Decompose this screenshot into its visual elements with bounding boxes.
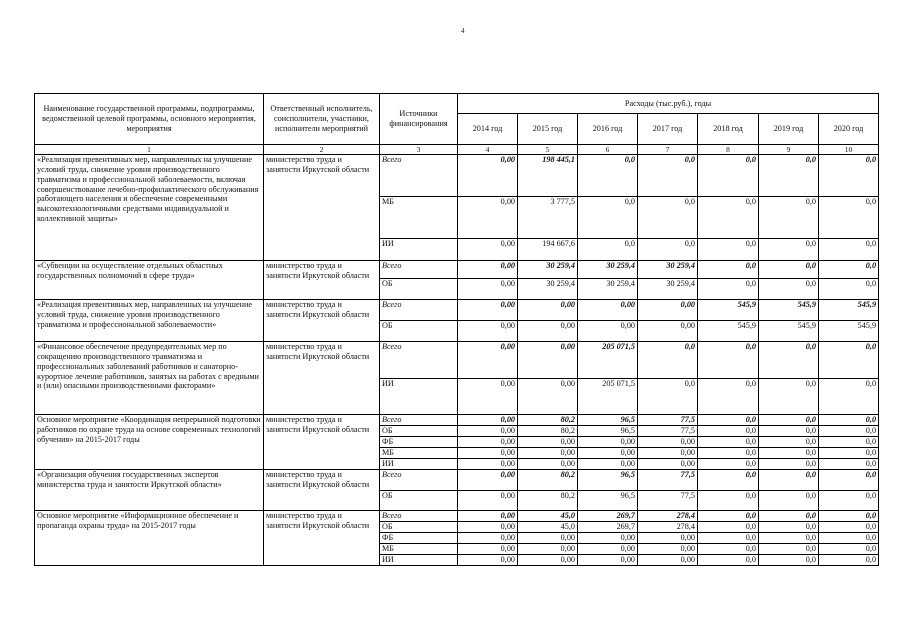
amount-cell: 0,0 (698, 197, 759, 239)
column-number: 8 (698, 145, 759, 155)
funding-source: Всего (380, 415, 458, 426)
amount-cell: 0,0 (638, 155, 698, 197)
funding-source: ИИ (380, 239, 458, 261)
amount-cell: 0,00 (458, 555, 518, 566)
table-row (35, 415, 879, 426)
funding-source: Всего (380, 155, 458, 197)
funding-source: МБ (380, 448, 458, 459)
year-header: 2016 год (578, 114, 638, 145)
amount-cell: 96,5 (578, 415, 638, 426)
year-header: 2020 год (819, 114, 879, 145)
amount-cell: 30 259,4 (518, 261, 578, 279)
amount-cell: 0,0 (759, 379, 819, 415)
table-row (35, 470, 879, 491)
amount-cell: 30 259,4 (578, 261, 638, 279)
amount-cell: 0,00 (578, 437, 638, 448)
amount-cell: 0,0 (759, 415, 819, 426)
amount-cell: 0,00 (638, 321, 698, 342)
amount-cell: 45,0 (518, 511, 578, 522)
amount-cell: 0,0 (819, 197, 879, 239)
amount-cell: 80,2 (518, 491, 578, 511)
program-name: «Реализация превентивных мер, направленных на улучшение условий труда, снижение уровня производственного травматизма и профессиональной заболеваемости, включая совершенствование лечебно-профилактического обслуживания работающего населения и обеспечение современными высокотехнологичными средствами индивидуальной и коллективной защиты» (35, 155, 264, 261)
funding-source: Всего (380, 300, 458, 321)
amount-cell: 0,0 (819, 533, 879, 544)
amount-cell: 0,0 (819, 379, 879, 415)
amount-cell: 30 259,4 (518, 279, 578, 300)
program-name: «Организация обучения государственных экспертов министерства труда и занятости Иркутской области» (35, 470, 264, 511)
column-number: 5 (518, 145, 578, 155)
amount-cell: 0,00 (458, 470, 518, 491)
amount-cell: 0,00 (458, 544, 518, 555)
amount-cell: 0,0 (759, 511, 819, 522)
amount-cell: 77,5 (638, 491, 698, 511)
amount-cell: 0,0 (698, 533, 759, 544)
amount-cell: 0,00 (638, 300, 698, 321)
funding-source: МБ (380, 544, 458, 555)
program-name: «Реализация превентивных мер, направленных на улучшение условий труда, снижение уровня производственного травматизма и профессиональной заболеваемости» (35, 300, 264, 342)
column-number: 7 (638, 145, 698, 155)
amount-cell: 0,00 (458, 437, 518, 448)
amount-cell: 0,0 (759, 459, 819, 470)
amount-cell: 0,0 (698, 437, 759, 448)
year-header: 2015 год (518, 114, 578, 145)
amount-cell: 0,0 (759, 555, 819, 566)
column-number: 9 (759, 145, 819, 155)
funding-source: ОБ (380, 522, 458, 533)
amount-cell: 545,9 (698, 300, 759, 321)
amount-cell: 0,0 (819, 555, 879, 566)
amount-cell: 0,0 (698, 555, 759, 566)
table-row (35, 300, 879, 321)
amount-cell: 80,2 (518, 415, 578, 426)
amount-cell: 0,0 (759, 437, 819, 448)
amount-cell: 0,0 (759, 533, 819, 544)
amount-cell: 0,0 (819, 279, 879, 300)
amount-cell: 0,0 (819, 491, 879, 511)
amount-cell: 0,00 (578, 448, 638, 459)
amount-cell: 0,0 (578, 239, 638, 261)
amount-cell: 0,00 (458, 379, 518, 415)
funding-source: ФБ (380, 437, 458, 448)
amount-cell: 0,00 (458, 321, 518, 342)
amount-cell: 0,00 (518, 533, 578, 544)
amount-cell: 0,0 (819, 426, 879, 437)
responsible-executor: министерство труда и занятости Иркутской области (264, 470, 380, 511)
amount-cell: 0,0 (819, 437, 879, 448)
amount-cell: 198 445,1 (518, 155, 578, 197)
program-name: Основное мероприятие «Информационное обеспечение и пропаганда охраны труда» на 2015-2017 годы (35, 511, 264, 566)
funding-source: ОБ (380, 279, 458, 300)
page-number: 4 (461, 27, 465, 35)
funding-source: ИИ (380, 555, 458, 566)
amount-cell: 0,0 (759, 470, 819, 491)
amount-cell: 269,7 (578, 511, 638, 522)
amount-cell: 0,00 (638, 437, 698, 448)
amount-cell: 0,00 (638, 533, 698, 544)
amount-cell: 0,0 (819, 342, 879, 379)
amount-cell: 545,9 (819, 321, 879, 342)
amount-cell: 0,00 (458, 459, 518, 470)
amount-cell: 0,0 (638, 342, 698, 379)
amount-cell: 77,5 (638, 470, 698, 491)
amount-cell: 0,0 (698, 470, 759, 491)
funding-source: Всего (380, 511, 458, 522)
program-name: «Субвенции на осуществление отдельных областных государственных полномочий в сфере труда» (35, 261, 264, 300)
amount-cell: 0,00 (578, 321, 638, 342)
amount-cell: 0,0 (638, 197, 698, 239)
amount-cell: 0,00 (458, 522, 518, 533)
amount-cell: 0,0 (819, 470, 879, 491)
amount-cell: 0,0 (819, 415, 879, 426)
expenses-table (34, 93, 879, 566)
year-header: 2018 год (698, 114, 759, 145)
amount-cell: 77,5 (638, 415, 698, 426)
amount-cell: 0,0 (698, 239, 759, 261)
amount-cell: 0,0 (698, 342, 759, 379)
amount-cell: 0,0 (698, 511, 759, 522)
col-header-responsible: Ответственный исполнитель, соисполнители, участники, исполнители мероприятий (264, 94, 380, 145)
responsible-executor: министерство труда и занятости Иркутской области (264, 261, 380, 300)
amount-cell: 278,4 (638, 522, 698, 533)
amount-cell: 0,0 (759, 544, 819, 555)
program-name: Основное мероприятие «Координация непрерывной подготовки работников по охране труда на основе современных технологий обучения» на 2015-2017 годы (35, 415, 264, 470)
funding-source: ОБ (380, 426, 458, 437)
amount-cell: 0,0 (759, 426, 819, 437)
col-header-name: Наименование государственной программы, подпрограммы, ведомственной целевой программы, основного мероприятия, мероприятия (35, 94, 264, 145)
amount-cell: 80,2 (518, 470, 578, 491)
amount-cell: 0,0 (819, 511, 879, 522)
column-number-row (35, 145, 879, 155)
responsible-executor: министерство труда и занятости Иркутской области (264, 415, 380, 470)
amount-cell: 269,7 (578, 522, 638, 533)
amount-cell: 0,0 (819, 155, 879, 197)
amount-cell: 0,0 (698, 155, 759, 197)
responsible-executor: министерство труда и занятости Иркутской области (264, 511, 380, 566)
funding-source: ИИ (380, 459, 458, 470)
amount-cell: 0,00 (578, 300, 638, 321)
responsible-executor: министерство труда и занятости Иркутской области (264, 342, 380, 415)
column-number: 3 (380, 145, 458, 155)
amount-cell: 0,00 (518, 342, 578, 379)
amount-cell: 0,00 (458, 511, 518, 522)
amount-cell: 0,00 (518, 321, 578, 342)
amount-cell: 0,00 (578, 555, 638, 566)
amount-cell: 0,00 (518, 555, 578, 566)
amount-cell: 278,4 (638, 511, 698, 522)
amount-cell: 3 777,5 (518, 197, 578, 239)
responsible-executor: министерство труда и занятости Иркутской области (264, 300, 380, 342)
column-number: 6 (578, 145, 638, 155)
amount-cell: 96,5 (578, 470, 638, 491)
amount-cell: 0,0 (698, 448, 759, 459)
responsible-executor: министерство труда и занятости Иркутской области (264, 155, 380, 261)
amount-cell: 0,0 (578, 197, 638, 239)
amount-cell: 0,0 (638, 239, 698, 261)
col-header-expenses: Расходы (тыс.руб.), годы (458, 94, 879, 114)
amount-cell: 0,00 (638, 448, 698, 459)
amount-cell: 0,00 (458, 533, 518, 544)
column-number: 1 (35, 145, 264, 155)
column-number: 4 (458, 145, 518, 155)
amount-cell: 0,0 (698, 261, 759, 279)
table-row (35, 511, 879, 522)
amount-cell: 80,2 (518, 426, 578, 437)
funding-source: ФБ (380, 533, 458, 544)
amount-cell: 0,0 (819, 459, 879, 470)
amount-cell: 0,00 (638, 459, 698, 470)
amount-cell: 0,0 (759, 279, 819, 300)
amount-cell: 0,0 (638, 379, 698, 415)
amount-cell: 0,00 (458, 155, 518, 197)
amount-cell: 30 259,4 (638, 279, 698, 300)
amount-cell: 30 259,4 (638, 261, 698, 279)
amount-cell: 0,00 (518, 459, 578, 470)
program-name: «Финансовое обеспечение предупредительных мер по сокращению производственного травматизма и профессиональных заболеваний работников и санаторно-курортное лечение работников, занятых на работах с вредными и (или) опасными производственными факторами» (35, 342, 264, 415)
amount-cell: 205 071,5 (578, 379, 638, 415)
amount-cell: 0,0 (698, 544, 759, 555)
column-number: 10 (819, 145, 879, 155)
amount-cell: 0,0 (698, 459, 759, 470)
amount-cell: 0,00 (458, 300, 518, 321)
amount-cell: 0,00 (458, 197, 518, 239)
amount-cell: 0,0 (698, 426, 759, 437)
amount-cell: 0,0 (759, 491, 819, 511)
amount-cell: 0,00 (518, 379, 578, 415)
amount-cell: 205 071,5 (578, 342, 638, 379)
amount-cell: 0,00 (458, 491, 518, 511)
funding-source: Всего (380, 342, 458, 379)
amount-cell: 545,9 (759, 321, 819, 342)
amount-cell: 0,00 (458, 342, 518, 379)
amount-cell: 77,5 (638, 426, 698, 437)
funding-source: ИИ (380, 379, 458, 415)
table-row (35, 342, 879, 379)
amount-cell: 0,0 (819, 261, 879, 279)
amount-cell: 0,0 (759, 448, 819, 459)
amount-cell: 0,00 (518, 544, 578, 555)
amount-cell: 0,0 (759, 239, 819, 261)
amount-cell: 0,0 (819, 239, 879, 261)
amount-cell: 0,0 (698, 379, 759, 415)
amount-cell: 0,00 (458, 279, 518, 300)
amount-cell: 0,0 (698, 415, 759, 426)
amount-cell: 0,00 (458, 426, 518, 437)
amount-cell: 30 259,4 (578, 279, 638, 300)
amount-cell: 545,9 (759, 300, 819, 321)
column-number: 2 (264, 145, 380, 155)
amount-cell: 0,0 (698, 522, 759, 533)
amount-cell: 0,00 (518, 448, 578, 459)
funding-source: Всего (380, 470, 458, 491)
amount-cell: 0,0 (759, 522, 819, 533)
amount-cell: 0,00 (458, 239, 518, 261)
amount-cell: 0,00 (458, 415, 518, 426)
amount-cell: 0,0 (698, 491, 759, 511)
amount-cell: 0,00 (638, 555, 698, 566)
amount-cell: 0,0 (759, 261, 819, 279)
year-header: 2014 год (458, 114, 518, 145)
amount-cell: 0,00 (578, 533, 638, 544)
amount-cell: 96,5 (578, 491, 638, 511)
amount-cell: 0,00 (518, 437, 578, 448)
amount-cell: 0,0 (698, 279, 759, 300)
amount-cell: 0,0 (819, 522, 879, 533)
table-row (35, 261, 879, 279)
year-header: 2019 год (759, 114, 819, 145)
amount-cell: 0,00 (578, 459, 638, 470)
amount-cell: 0,0 (819, 448, 879, 459)
amount-cell: 194 667,6 (518, 239, 578, 261)
amount-cell: 0,00 (458, 448, 518, 459)
amount-cell: 545,9 (819, 300, 879, 321)
amount-cell: 0,00 (518, 300, 578, 321)
amount-cell: 0,00 (578, 544, 638, 555)
amount-cell: 0,0 (819, 544, 879, 555)
year-header: 2017 год (638, 114, 698, 145)
funding-source: Всего (380, 261, 458, 279)
table-row (35, 155, 879, 197)
amount-cell: 45,0 (518, 522, 578, 533)
amount-cell: 0,0 (578, 155, 638, 197)
amount-cell: 96,5 (578, 426, 638, 437)
amount-cell: 0,0 (759, 155, 819, 197)
col-header-source: Источники финансирования (380, 94, 458, 145)
amount-cell: 545,9 (698, 321, 759, 342)
funding-source: ОБ (380, 321, 458, 342)
amount-cell: 0,0 (759, 197, 819, 239)
amount-cell: 0,00 (458, 261, 518, 279)
funding-source: ОБ (380, 491, 458, 511)
funding-source: МБ (380, 197, 458, 239)
amount-cell: 0,00 (638, 544, 698, 555)
amount-cell: 0,0 (759, 342, 819, 379)
